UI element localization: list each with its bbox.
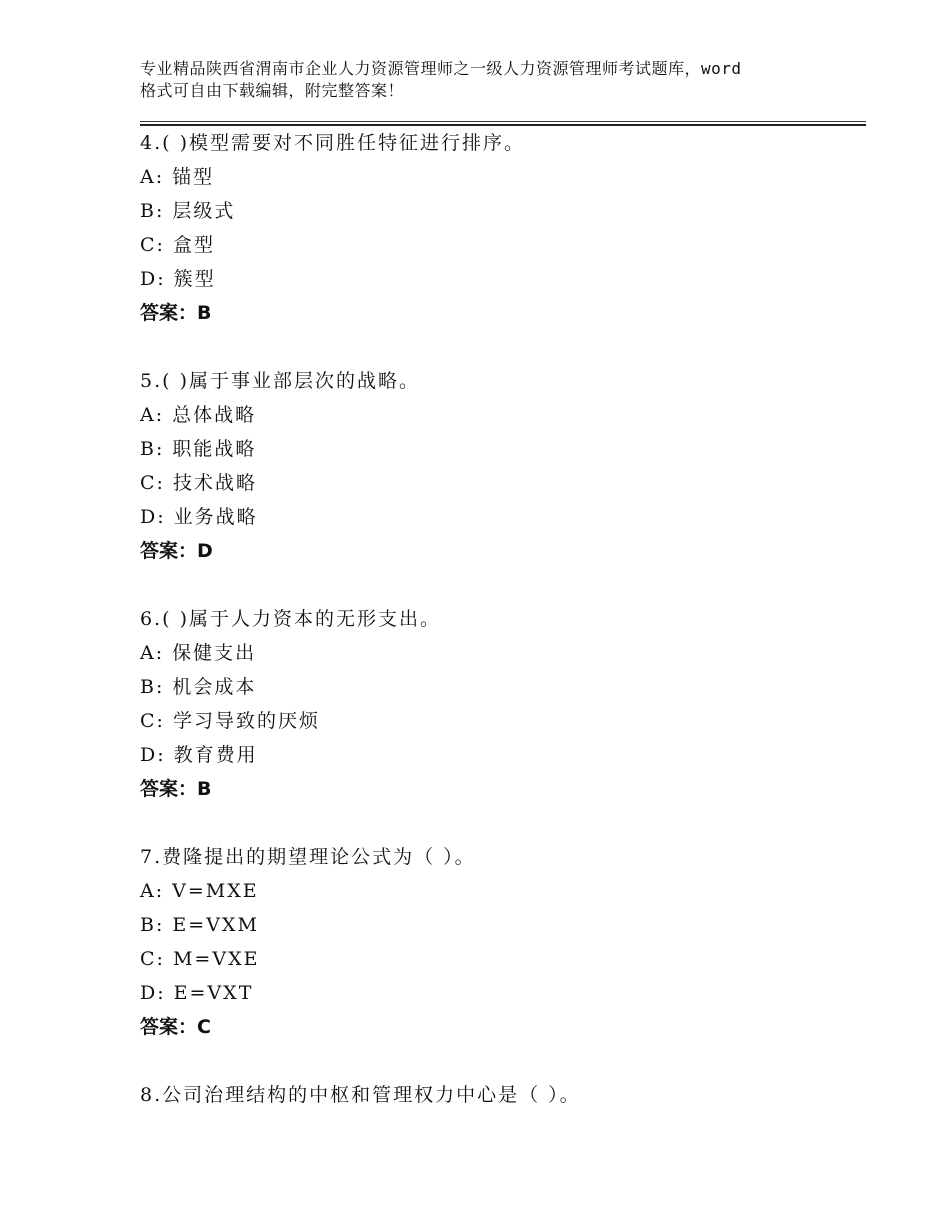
option-b: B: 职能战略 <box>140 438 257 460</box>
option-d: D: 业务战略 <box>140 506 258 528</box>
question-8 <box>140 1078 866 1112</box>
question-4 <box>140 126 866 330</box>
question-text: 4.( )模型需要对不同胜任特征进行排序。 <box>140 132 525 154</box>
option-d: D: E=VXT <box>140 982 254 1004</box>
question-gap <box>140 330 866 364</box>
option-d: D: 教育费用 <box>140 744 258 766</box>
header-line-1: 专业精品陕西省渭南市企业人力资源管理师之一级人力资源管理师考试题库，word <box>140 59 742 78</box>
question-gap <box>140 806 866 840</box>
question-5 <box>140 364 866 568</box>
option-c: C: 盒型 <box>140 234 215 256</box>
question-gap <box>140 568 866 602</box>
answer-line: 答案：C <box>140 1016 211 1038</box>
question-6 <box>140 602 866 806</box>
question-gap <box>140 1044 866 1078</box>
option-c: C: M=VXE <box>140 948 260 970</box>
option-b: B: 层级式 <box>140 200 236 222</box>
option-a: A: 保健支出 <box>140 642 257 664</box>
question-list <box>140 126 866 1112</box>
option-b: B: 机会成本 <box>140 676 257 698</box>
header-divider-thin <box>140 121 866 122</box>
option-c: C: 技术战略 <box>140 472 257 494</box>
answer-line: 答案：D <box>140 540 213 562</box>
option-d: D: 簇型 <box>140 268 216 290</box>
document-header <box>140 58 830 102</box>
option-c: C: 学习导致的厌烦 <box>140 710 320 732</box>
option-a: A: 总体战略 <box>140 404 257 426</box>
option-a: A: 锚型 <box>140 166 215 188</box>
header-line-2: 格式可自由下载编辑，附完整答案！ <box>140 81 405 100</box>
question-7 <box>140 840 866 1044</box>
question-text: 7.费隆提出的期望理论公式为（ ）。 <box>140 846 476 868</box>
option-a: A: V=MXE <box>140 880 259 902</box>
answer-line: 答案：B <box>140 778 212 800</box>
question-text: 6.( )属于人力资本的无形支出。 <box>140 608 441 630</box>
option-b: B: E=VXM <box>140 914 259 936</box>
question-text: 8.公司治理结构的中枢和管理权力中心是（ ）。 <box>140 1084 581 1106</box>
question-text: 5.( )属于事业部层次的战略。 <box>140 370 420 392</box>
answer-line: 答案：B <box>140 302 212 324</box>
